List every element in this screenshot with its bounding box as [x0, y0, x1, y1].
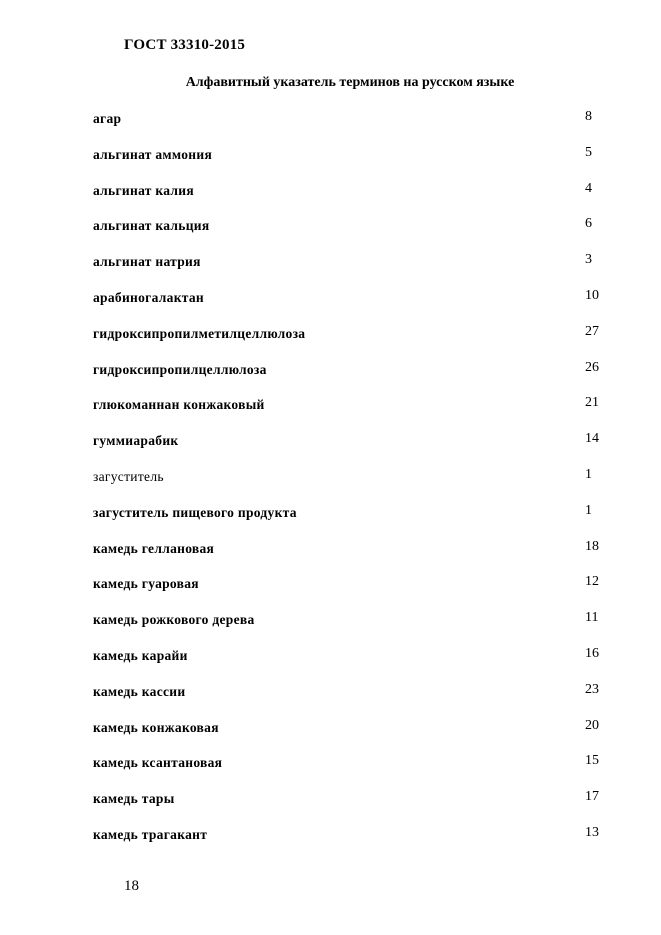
term-index-list [0, 111, 661, 863]
index-entry [0, 144, 661, 183]
index-term: камедь трагакант [93, 826, 208, 842]
index-page-ref: 15 [585, 753, 599, 769]
index-term: глюкоманнан конжаковый [93, 397, 265, 413]
index-page-ref: 3 [585, 252, 592, 268]
index-page-ref: 4 [585, 180, 592, 196]
index-term: камедь кассии [93, 683, 186, 699]
index-entry [0, 791, 661, 827]
index-entry [0, 502, 661, 541]
index-entry [0, 287, 661, 326]
index-entry [0, 576, 661, 612]
index-page-ref: 26 [585, 359, 599, 375]
index-term: камедь геллановая [93, 540, 215, 556]
index-entry [0, 612, 661, 648]
index-page-ref: 13 [585, 824, 599, 840]
index-page-ref: 1 [585, 466, 592, 482]
index-term: альгинат калия [93, 182, 194, 198]
index-page-ref: 14 [585, 431, 599, 447]
index-term: гидроксипропилцеллюлоза [93, 361, 267, 377]
index-entry [0, 323, 661, 362]
index-term: камедь тары [93, 791, 175, 807]
index-page-ref: 27 [585, 323, 599, 339]
index-page-ref: 10 [585, 287, 599, 303]
index-term: агар [93, 111, 122, 126]
index-term: камедь ксантановая [93, 755, 223, 771]
index-page-ref: 18 [585, 538, 599, 554]
index-entry [0, 433, 661, 469]
index-entry [0, 755, 661, 791]
index-page-ref: 11 [585, 610, 599, 626]
index-entry [0, 180, 661, 219]
index-page-ref: 5 [585, 144, 592, 160]
index-term: загуститель [93, 468, 164, 484]
index-page-ref: 1 [585, 502, 592, 518]
index-entry [0, 681, 661, 720]
index-term: камедь карайи [93, 647, 188, 663]
document-standard-header: ГОСТ 33310-2015 [124, 37, 246, 53]
index-page-ref: 20 [585, 717, 599, 733]
index-term: альгинат кальция [93, 218, 210, 234]
index-page-ref: 23 [585, 681, 599, 697]
index-entry [0, 359, 661, 398]
index-page-ref: 8 [585, 109, 592, 124]
index-page-ref: 12 [585, 574, 599, 590]
index-entry [0, 397, 661, 433]
index-term: альгинат натрия [93, 254, 201, 270]
page-number: 18 [124, 878, 139, 894]
index-entry [0, 538, 661, 577]
index-page-ref: 6 [585, 216, 592, 232]
index-entry [0, 254, 661, 290]
index-entry [0, 218, 661, 254]
index-entry [0, 717, 661, 756]
index-term: альгинат аммония [93, 146, 213, 162]
index-page-ref: 21 [585, 395, 599, 411]
index-page-ref: 16 [585, 645, 599, 661]
index-term: загуститель пищевого продукта [93, 504, 297, 520]
index-term: камедь рожкового дерева [93, 612, 255, 628]
index-title: Алфавитный указатель терминов на русском языке [185, 75, 515, 90]
index-page-ref: 17 [585, 789, 599, 805]
index-term: камедь гуаровая [93, 576, 199, 592]
index-term: камедь конжаковая [93, 719, 219, 735]
index-entry [0, 645, 661, 684]
index-entry [0, 824, 661, 863]
index-term: гидроксипропилметилцеллюлоза [93, 325, 306, 341]
index-entry [0, 111, 661, 147]
index-term: арабиногалактан [93, 289, 204, 305]
index-entry [0, 466, 661, 505]
index-term: гуммиарабик [93, 433, 179, 449]
